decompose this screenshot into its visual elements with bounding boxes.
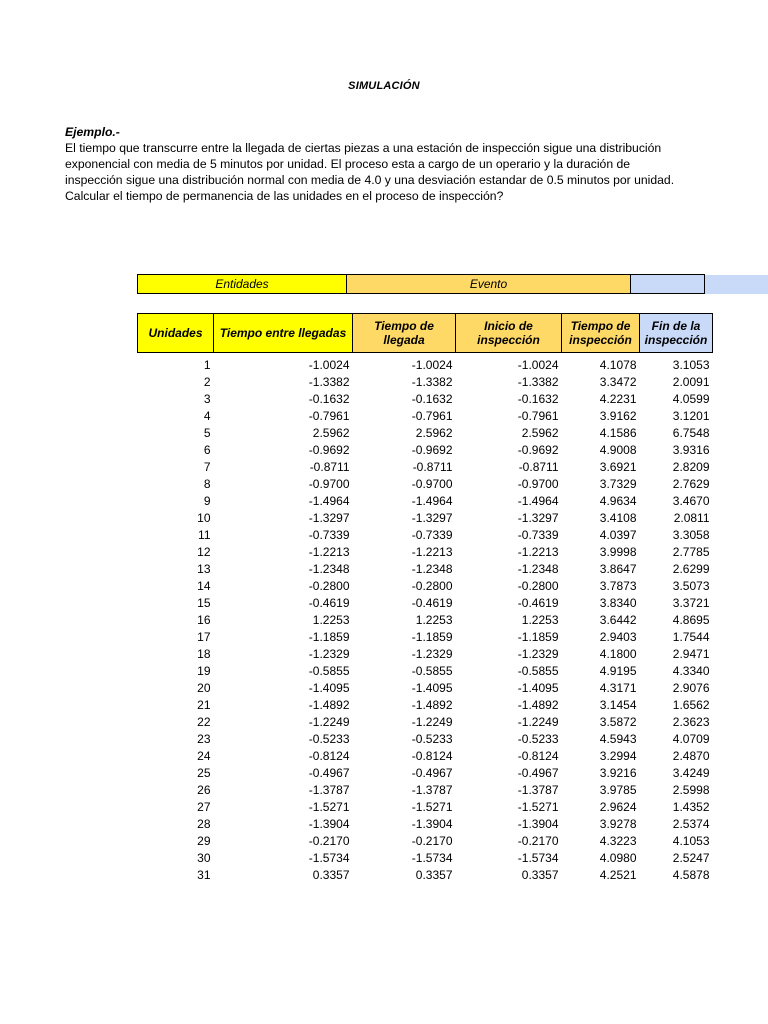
cell-fin-inspeccion: 4.8695	[672, 613, 710, 627]
cell-unidad: 31	[197, 868, 211, 882]
example-text	[65, 124, 715, 204]
cell-unidad: 26	[197, 783, 211, 797]
example-line: inspección sigue una distribución normal con media de 4.0 y una desviación estandar de 0.5 minutos por unidad.	[65, 173, 675, 187]
cell-tiempo-de-llegada: -1.5271	[411, 800, 453, 814]
cell-tiempo-inspeccion: 3.9216	[599, 766, 637, 780]
table-row	[138, 425, 713, 442]
cell-inicio-inspeccion: -0.1632	[517, 392, 559, 406]
cell-tiempo-inspeccion: 3.7873	[599, 579, 637, 593]
table-row	[138, 867, 713, 884]
cell-fin-inspeccion: 2.0091	[672, 375, 710, 389]
cell-inicio-inspeccion: -1.5271	[517, 800, 559, 814]
cell-tiempo-entre-llegadas: -0.4619	[308, 596, 350, 610]
cell-unidad: 28	[197, 817, 211, 831]
cell-tiempo-entre-llegadas: -1.2249	[308, 715, 350, 729]
cell-fin-inspeccion: 4.0599	[672, 392, 710, 406]
table-row	[138, 799, 713, 816]
table-row	[138, 544, 713, 561]
table-row	[138, 680, 713, 697]
table-row	[138, 510, 713, 527]
cell-tiempo-de-llegada: -1.3297	[411, 511, 453, 525]
cell-unidad: 12	[197, 545, 211, 559]
cell-tiempo-entre-llegadas: -1.3904	[308, 817, 350, 831]
cell-tiempo-inspeccion: 3.2994	[599, 749, 637, 763]
table-row	[138, 561, 713, 578]
cell-unidad: 16	[197, 613, 211, 627]
cell-fin-inspeccion: 3.1053	[672, 358, 710, 372]
table-row	[138, 833, 713, 850]
cell-unidad: 10	[197, 511, 211, 525]
table-row	[138, 408, 713, 425]
table-row	[138, 748, 713, 765]
cell-inicio-inspeccion: -0.2800	[517, 579, 559, 593]
cell-fin-inspeccion: 3.4249	[672, 766, 710, 780]
table-row	[138, 612, 713, 629]
cell-tiempo-de-llegada: -1.3382	[411, 375, 453, 389]
cell-tiempo-inspeccion: 3.3472	[599, 375, 637, 389]
cell-inicio-inspeccion: -1.2348	[517, 562, 559, 576]
cell-inicio-inspeccion: -1.3787	[517, 783, 559, 797]
cell-tiempo-inspeccion: 2.9624	[599, 800, 637, 814]
cell-unidad: 29	[197, 834, 211, 848]
band-entidades: Entidades	[137, 274, 347, 294]
cell-tiempo-entre-llegadas: 2.5962	[312, 426, 350, 440]
cell-fin-inspeccion: 2.9076	[672, 681, 710, 695]
cell-fin-inspeccion: 3.3721	[672, 596, 710, 610]
cell-fin-inspeccion: 2.5998	[672, 783, 710, 797]
table-row	[138, 353, 713, 375]
cell-unidad: 22	[197, 715, 211, 729]
cell-inicio-inspeccion: -0.8711	[518, 460, 559, 474]
cell-inicio-inspeccion: -0.9692	[517, 443, 559, 457]
cell-inicio-inspeccion: -0.4967	[517, 766, 559, 780]
table-row	[138, 578, 713, 595]
cell-tiempo-inspeccion: 3.6921	[599, 460, 637, 474]
cell-tiempo-entre-llegadas: -1.0024	[308, 358, 350, 372]
table-body	[138, 353, 713, 885]
cell-inicio-inspeccion: 0.3357	[521, 868, 559, 882]
table-row	[138, 493, 713, 510]
cell-fin-inspeccion: 3.4670	[672, 494, 710, 508]
cell-unidad: 23	[197, 732, 211, 746]
cell-unidad: 8	[203, 477, 211, 491]
table-row	[138, 663, 713, 680]
cell-tiempo-entre-llegadas: -1.1859	[308, 630, 350, 644]
cell-fin-inspeccion: 3.9316	[672, 443, 710, 457]
cell-tiempo-de-llegada: -0.5233	[411, 732, 453, 746]
cell-inicio-inspeccion: -0.4619	[517, 596, 559, 610]
cell-fin-inspeccion: 2.4870	[672, 749, 710, 763]
cell-fin-inspeccion: 3.3058	[672, 528, 710, 542]
cell-fin-inspeccion: 2.5247	[672, 851, 710, 865]
cell-tiempo-de-llegada: -1.3787	[411, 783, 453, 797]
cell-tiempo-entre-llegadas: -1.2348	[308, 562, 350, 576]
cell-tiempo-de-llegada: -1.4095	[411, 681, 453, 695]
cell-tiempo-de-llegada: -0.4967	[411, 766, 453, 780]
cell-fin-inspeccion: 2.5374	[672, 817, 710, 831]
cell-tiempo-inspeccion: 3.8647	[599, 562, 637, 576]
cell-inicio-inspeccion: -1.4892	[517, 698, 559, 712]
table-row	[138, 731, 713, 748]
cell-tiempo-de-llegada: -0.7961	[411, 409, 453, 423]
cell-tiempo-de-llegada: 2.5962	[415, 426, 453, 440]
cell-unidad: 19	[197, 664, 211, 678]
example-line: Calcular el tiempo de permanencia de las unidades en el proceso de inspección?	[65, 189, 504, 203]
cell-tiempo-de-llegada: -0.1632	[411, 392, 453, 406]
cell-fin-inspeccion: 2.9471	[672, 647, 710, 661]
cell-tiempo-entre-llegadas: -1.3382	[308, 375, 350, 389]
cell-unidad: 2	[203, 375, 211, 389]
cell-tiempo-de-llegada: -1.0024	[411, 358, 453, 372]
cell-inicio-inspeccion: -0.7961	[517, 409, 559, 423]
header-tiempo-entre-llegadas: Tiempo entre llegadas	[214, 314, 353, 353]
cell-unidad: 7	[203, 460, 211, 474]
cell-tiempo-de-llegada: -1.2348	[411, 562, 453, 576]
cell-tiempo-inspeccion: 4.2521	[599, 868, 637, 882]
cell-fin-inspeccion: 4.3340	[672, 664, 710, 678]
simulation-table	[137, 313, 713, 884]
table-row	[138, 850, 713, 867]
cell-inicio-inspeccion: 1.2253	[521, 613, 559, 627]
table-row	[138, 595, 713, 612]
cell-inicio-inspeccion: -1.2213	[517, 545, 559, 559]
cell-tiempo-entre-llegadas: -0.7339	[308, 528, 350, 542]
table-row	[138, 459, 713, 476]
cell-tiempo-entre-llegadas: -0.9700	[308, 477, 350, 491]
cell-tiempo-de-llegada: -0.9692	[411, 443, 453, 457]
cell-inicio-inspeccion: -1.0024	[517, 358, 559, 372]
cell-tiempo-inspeccion: 4.2231	[599, 392, 637, 406]
table-row	[138, 476, 713, 493]
example-line: El tiempo que transcurre entre la llegada de ciertas piezas a una estación de inspección sigue una distribución	[65, 141, 662, 155]
table-row	[138, 646, 713, 663]
cell-tiempo-entre-llegadas: -0.9692	[308, 443, 350, 457]
cell-tiempo-entre-llegadas: -1.3297	[308, 511, 350, 525]
cell-inicio-inspeccion: -1.5734	[517, 851, 559, 865]
cell-tiempo-de-llegada: -1.3904	[411, 817, 453, 831]
cell-tiempo-inspeccion: 3.8340	[599, 596, 637, 610]
cell-tiempo-entre-llegadas: -1.4095	[308, 681, 350, 695]
cell-inicio-inspeccion: -0.7339	[517, 528, 559, 542]
cell-tiempo-de-llegada: 0.3357	[415, 868, 453, 882]
table-row	[138, 442, 713, 459]
cell-tiempo-entre-llegadas: -1.2329	[308, 647, 350, 661]
cell-unidad: 25	[197, 766, 211, 780]
table-row	[138, 629, 713, 646]
cell-unidad: 17	[197, 630, 211, 644]
cell-tiempo-de-llegada: -1.1859	[411, 630, 453, 644]
cell-tiempo-inspeccion: 4.9634	[599, 494, 637, 508]
cell-tiempo-inspeccion: 4.5943	[599, 732, 637, 746]
cell-fin-inspeccion: 1.7544	[672, 630, 710, 644]
cell-tiempo-entre-llegadas: -0.5855	[308, 664, 350, 678]
cell-inicio-inspeccion: -1.3904	[517, 817, 559, 831]
cell-tiempo-de-llegada: -0.5855	[411, 664, 453, 678]
cell-inicio-inspeccion: -1.3382	[517, 375, 559, 389]
cell-unidad: 30	[197, 851, 211, 865]
cell-tiempo-entre-llegadas: -0.2170	[308, 834, 350, 848]
cell-tiempo-inspeccion: 2.9403	[599, 630, 637, 644]
cell-unidad: 9	[203, 494, 211, 508]
cell-fin-inspeccion: 3.1201	[672, 409, 710, 423]
cell-inicio-inspeccion: -0.2170	[517, 834, 559, 848]
table-row	[138, 697, 713, 714]
cell-tiempo-inspeccion: 4.9008	[599, 443, 637, 457]
cell-tiempo-de-llegada: -0.2800	[411, 579, 453, 593]
table-row	[138, 391, 713, 408]
cell-tiempo-de-llegada: -0.2170	[411, 834, 453, 848]
cell-inicio-inspeccion: -1.4964	[517, 494, 559, 508]
cell-tiempo-inspeccion: 4.0397	[599, 528, 637, 542]
band-blue	[630, 274, 705, 294]
cell-tiempo-inspeccion: 4.1800	[599, 647, 637, 661]
cell-unidad: 24	[197, 749, 211, 763]
cell-tiempo-entre-llegadas: -1.4964	[308, 494, 350, 508]
cell-tiempo-inspeccion: 3.9998	[599, 545, 637, 559]
header-unidades: Unidades	[138, 314, 214, 353]
cell-inicio-inspeccion: -1.1859	[517, 630, 559, 644]
cell-tiempo-de-llegada: -0.8124	[411, 749, 453, 763]
cell-inicio-inspeccion: -0.8124	[517, 749, 559, 763]
cell-fin-inspeccion: 2.7785	[672, 545, 710, 559]
cell-unidad: 11	[198, 528, 211, 542]
cell-unidad: 21	[197, 698, 211, 712]
band-evento: Evento	[346, 274, 631, 294]
cell-fin-inspeccion: 6.7548	[672, 426, 710, 440]
cell-fin-inspeccion: 4.5878	[672, 868, 710, 882]
cell-fin-inspeccion: 2.8209	[672, 460, 710, 474]
cell-fin-inspeccion: 2.6299	[672, 562, 710, 576]
cell-tiempo-inspeccion: 4.3171	[599, 681, 637, 695]
cell-tiempo-entre-llegadas: -1.5271	[308, 800, 350, 814]
cell-fin-inspeccion: 1.4352	[672, 800, 710, 814]
header-tiempo-inspeccion: Tiempo de inspección	[562, 314, 640, 353]
table-row	[138, 374, 713, 391]
cell-unidad: 4	[203, 409, 211, 423]
cell-unidad: 13	[197, 562, 211, 576]
cell-tiempo-de-llegada: -1.4892	[411, 698, 453, 712]
cell-tiempo-entre-llegadas: -0.8711	[309, 460, 350, 474]
cell-tiempo-inspeccion: 3.9785	[599, 783, 637, 797]
cell-tiempo-inspeccion: 4.9195	[599, 664, 637, 678]
page-title: SIMULACIÓN	[348, 80, 420, 92]
header-fin-inspeccion: Fin de la inspección	[640, 314, 713, 353]
cell-tiempo-de-llegada: 1.2253	[415, 613, 453, 627]
cell-tiempo-entre-llegadas: -0.2800	[308, 579, 350, 593]
cell-fin-inspeccion: 1.6562	[672, 698, 710, 712]
header-inicio-inspeccion: Inicio de inspección	[456, 314, 562, 353]
cell-tiempo-de-llegada: -0.7339	[411, 528, 453, 542]
cell-inicio-inspeccion: -0.5233	[517, 732, 559, 746]
cell-tiempo-de-llegada: -1.2213	[411, 545, 453, 559]
table-row	[138, 714, 713, 731]
table-row	[138, 527, 713, 544]
table-row	[138, 782, 713, 799]
cell-inicio-inspeccion: -1.3297	[517, 511, 559, 525]
cell-tiempo-inspeccion: 3.9278	[599, 817, 637, 831]
cell-tiempo-de-llegada: -0.4619	[411, 596, 453, 610]
cell-tiempo-inspeccion: 4.1586	[599, 426, 637, 440]
cell-inicio-inspeccion: -1.4095	[517, 681, 559, 695]
cell-tiempo-entre-llegadas: -1.4892	[308, 698, 350, 712]
cell-tiempo-entre-llegadas: -0.7961	[308, 409, 350, 423]
cell-inicio-inspeccion: -0.5855	[517, 664, 559, 678]
header-tiempo-de-llegada: Tiempo de llegada	[353, 314, 456, 353]
cell-unidad: 14	[197, 579, 211, 593]
cell-tiempo-de-llegada: -1.5734	[411, 851, 453, 865]
cell-tiempo-inspeccion: 4.3223	[599, 834, 637, 848]
cell-unidad: 1	[203, 358, 211, 372]
cell-inicio-inspeccion: 2.5962	[521, 426, 559, 440]
cell-tiempo-inspeccion: 3.9162	[599, 409, 637, 423]
table-row	[138, 816, 713, 833]
cell-tiempo-entre-llegadas: -0.5233	[308, 732, 350, 746]
table-header-row	[138, 314, 713, 353]
cell-tiempo-de-llegada: -1.2329	[411, 647, 453, 661]
cell-inicio-inspeccion: -1.2249	[517, 715, 559, 729]
cell-unidad: 15	[197, 596, 211, 610]
cell-fin-inspeccion: 3.5073	[672, 579, 710, 593]
cell-unidad: 18	[197, 647, 211, 661]
cell-inicio-inspeccion: -0.9700	[517, 477, 559, 491]
cell-fin-inspeccion: 4.1053	[672, 834, 710, 848]
cell-tiempo-entre-llegadas: -1.3787	[308, 783, 350, 797]
cell-unidad: 6	[203, 443, 211, 457]
cell-fin-inspeccion: 4.0709	[672, 732, 710, 746]
cell-tiempo-inspeccion: 3.1454	[599, 698, 637, 712]
cell-tiempo-inspeccion: 4.0980	[599, 851, 637, 865]
cell-fin-inspeccion: 2.7629	[672, 477, 710, 491]
cell-unidad: 3	[203, 392, 211, 406]
example-heading: Ejemplo.-	[65, 125, 120, 139]
cell-tiempo-entre-llegadas: -0.4967	[308, 766, 350, 780]
cell-tiempo-entre-llegadas: -1.5734	[308, 851, 350, 865]
cell-tiempo-inspeccion: 3.4108	[599, 511, 637, 525]
cell-inicio-inspeccion: -1.2329	[517, 647, 559, 661]
cell-tiempo-inspeccion: 4.1078	[599, 358, 637, 372]
cell-tiempo-de-llegada: -1.2249	[411, 715, 453, 729]
cell-tiempo-inspeccion: 3.5872	[599, 715, 637, 729]
cell-tiempo-entre-llegadas: 0.3357	[312, 868, 350, 882]
cell-tiempo-entre-llegadas: -1.2213	[308, 545, 350, 559]
cell-tiempo-entre-llegadas: -0.8124	[308, 749, 350, 763]
cell-fin-inspeccion: 2.3623	[672, 715, 710, 729]
cell-tiempo-de-llegada: -0.9700	[411, 477, 453, 491]
cell-tiempo-de-llegada: -0.8711	[412, 460, 453, 474]
example-line: exponencial con media de 5 minutos por unidad. El proceso esta a cargo de un operario y la duración de	[65, 157, 631, 171]
cell-unidad: 27	[197, 800, 211, 814]
band-blue-extension	[705, 275, 768, 294]
cell-tiempo-inspeccion: 3.6442	[599, 613, 637, 627]
cell-unidad: 20	[197, 681, 211, 695]
cell-tiempo-de-llegada: -1.4964	[411, 494, 453, 508]
cell-tiempo-entre-llegadas: -0.1632	[308, 392, 350, 406]
cell-fin-inspeccion: 2.0811	[673, 511, 710, 525]
cell-tiempo-entre-llegadas: 1.2253	[312, 613, 350, 627]
cell-unidad: 5	[203, 426, 211, 440]
cell-tiempo-inspeccion: 3.7329	[599, 477, 637, 491]
table-row	[138, 765, 713, 782]
